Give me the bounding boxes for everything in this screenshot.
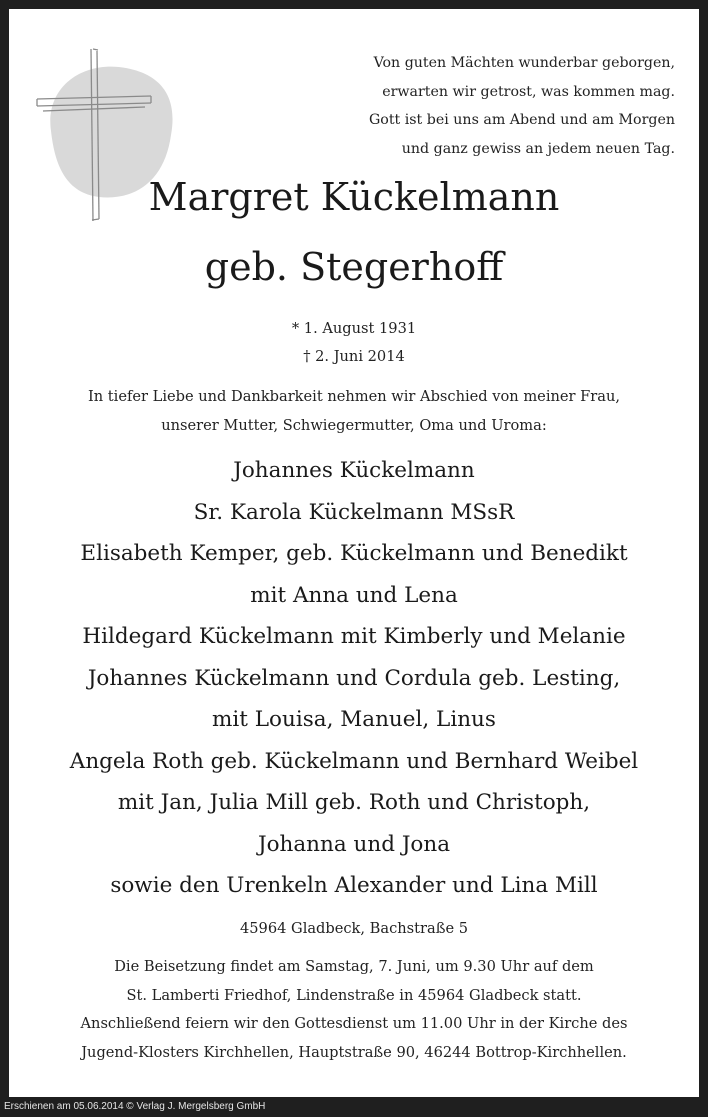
family-line: mit Jan, Julia Mill geb. Roth und Christoph, (117, 790, 591, 815)
family-line: Johanna und Jona (257, 831, 451, 857)
family-line: sowie den Urenkeln Alexander und Lina Mill (110, 873, 598, 898)
death-date-line (9, 343, 699, 371)
obituary-card (9, 9, 699, 1097)
family-line: Johannes Kückelmann (233, 458, 475, 483)
funeral-line: Jugend-Klosters Kirchhellen, Hauptstraße 90, 46244 Bottrop-Kirchhellen. (81, 1043, 627, 1061)
family-line: mit Anna und Lena (250, 582, 458, 608)
intro-line: unserer Mutter, Schwiegermutter, Oma und Uroma: (161, 416, 547, 434)
verse-line: Von guten Mächten wunderbar geborgen, (373, 55, 675, 71)
deceased-name: Margret Kückelmann (148, 175, 560, 219)
family-line: Hildegard Kückelmann mit Kimberly und Melanie (82, 624, 626, 649)
family-line: Angela Roth geb. Kückelmann und Bernhard Weibel (69, 748, 639, 774)
family-line: Sr. Karola Kückelmann MSsR (193, 499, 515, 525)
maiden-name: geb. Stegerhoff (204, 245, 504, 289)
verse-line: und ganz gewiss an jedem neuen Tag. (401, 140, 675, 157)
funeral-line: Die Beisetzung findet am Samstag, 7. Juni, um 9.30 Uhr auf dem (114, 958, 594, 975)
funeral-line: Anschließend feiern wir den Gottesdienst um 11.00 Uhr in der Kirche des (80, 1015, 628, 1032)
family-line: Johannes Kückelmann und Cordula geb. Lesting, (87, 665, 621, 691)
verse (255, 49, 675, 163)
life-dates (9, 315, 699, 371)
dagger-icon: † (303, 348, 311, 365)
intro-line: In tiefer Liebe und Dankbarkeit nehmen wir Abschied von meiner Frau, (88, 388, 620, 405)
funeral-line: St. Lamberti Friedhof, Lindenstraße in 45964 Gladbeck statt. (126, 986, 582, 1004)
birth-date: * 1. August 1931 (291, 320, 417, 337)
address: 45964 Gladbeck, Bachstraße 5 (239, 920, 469, 937)
family-line: Elisabeth Kemper, geb. Kückelmann und Benedikt (80, 541, 628, 566)
verse-line: erwarten wir getrost, was kommen mag. (382, 83, 675, 100)
family-line: mit Louisa, Manuel, Linus (212, 707, 496, 732)
verse-line: Gott ist bei uns am Abend und am Morgen (368, 112, 675, 128)
publication-footer: Erschienen am 05.06.2014 © Verlag J. Mergelsberg GmbH (4, 1101, 266, 1112)
funeral-info (9, 953, 699, 1067)
family-list (9, 450, 699, 907)
intro-text (9, 383, 699, 440)
death-date: 2. Juni 2014 (315, 348, 405, 365)
